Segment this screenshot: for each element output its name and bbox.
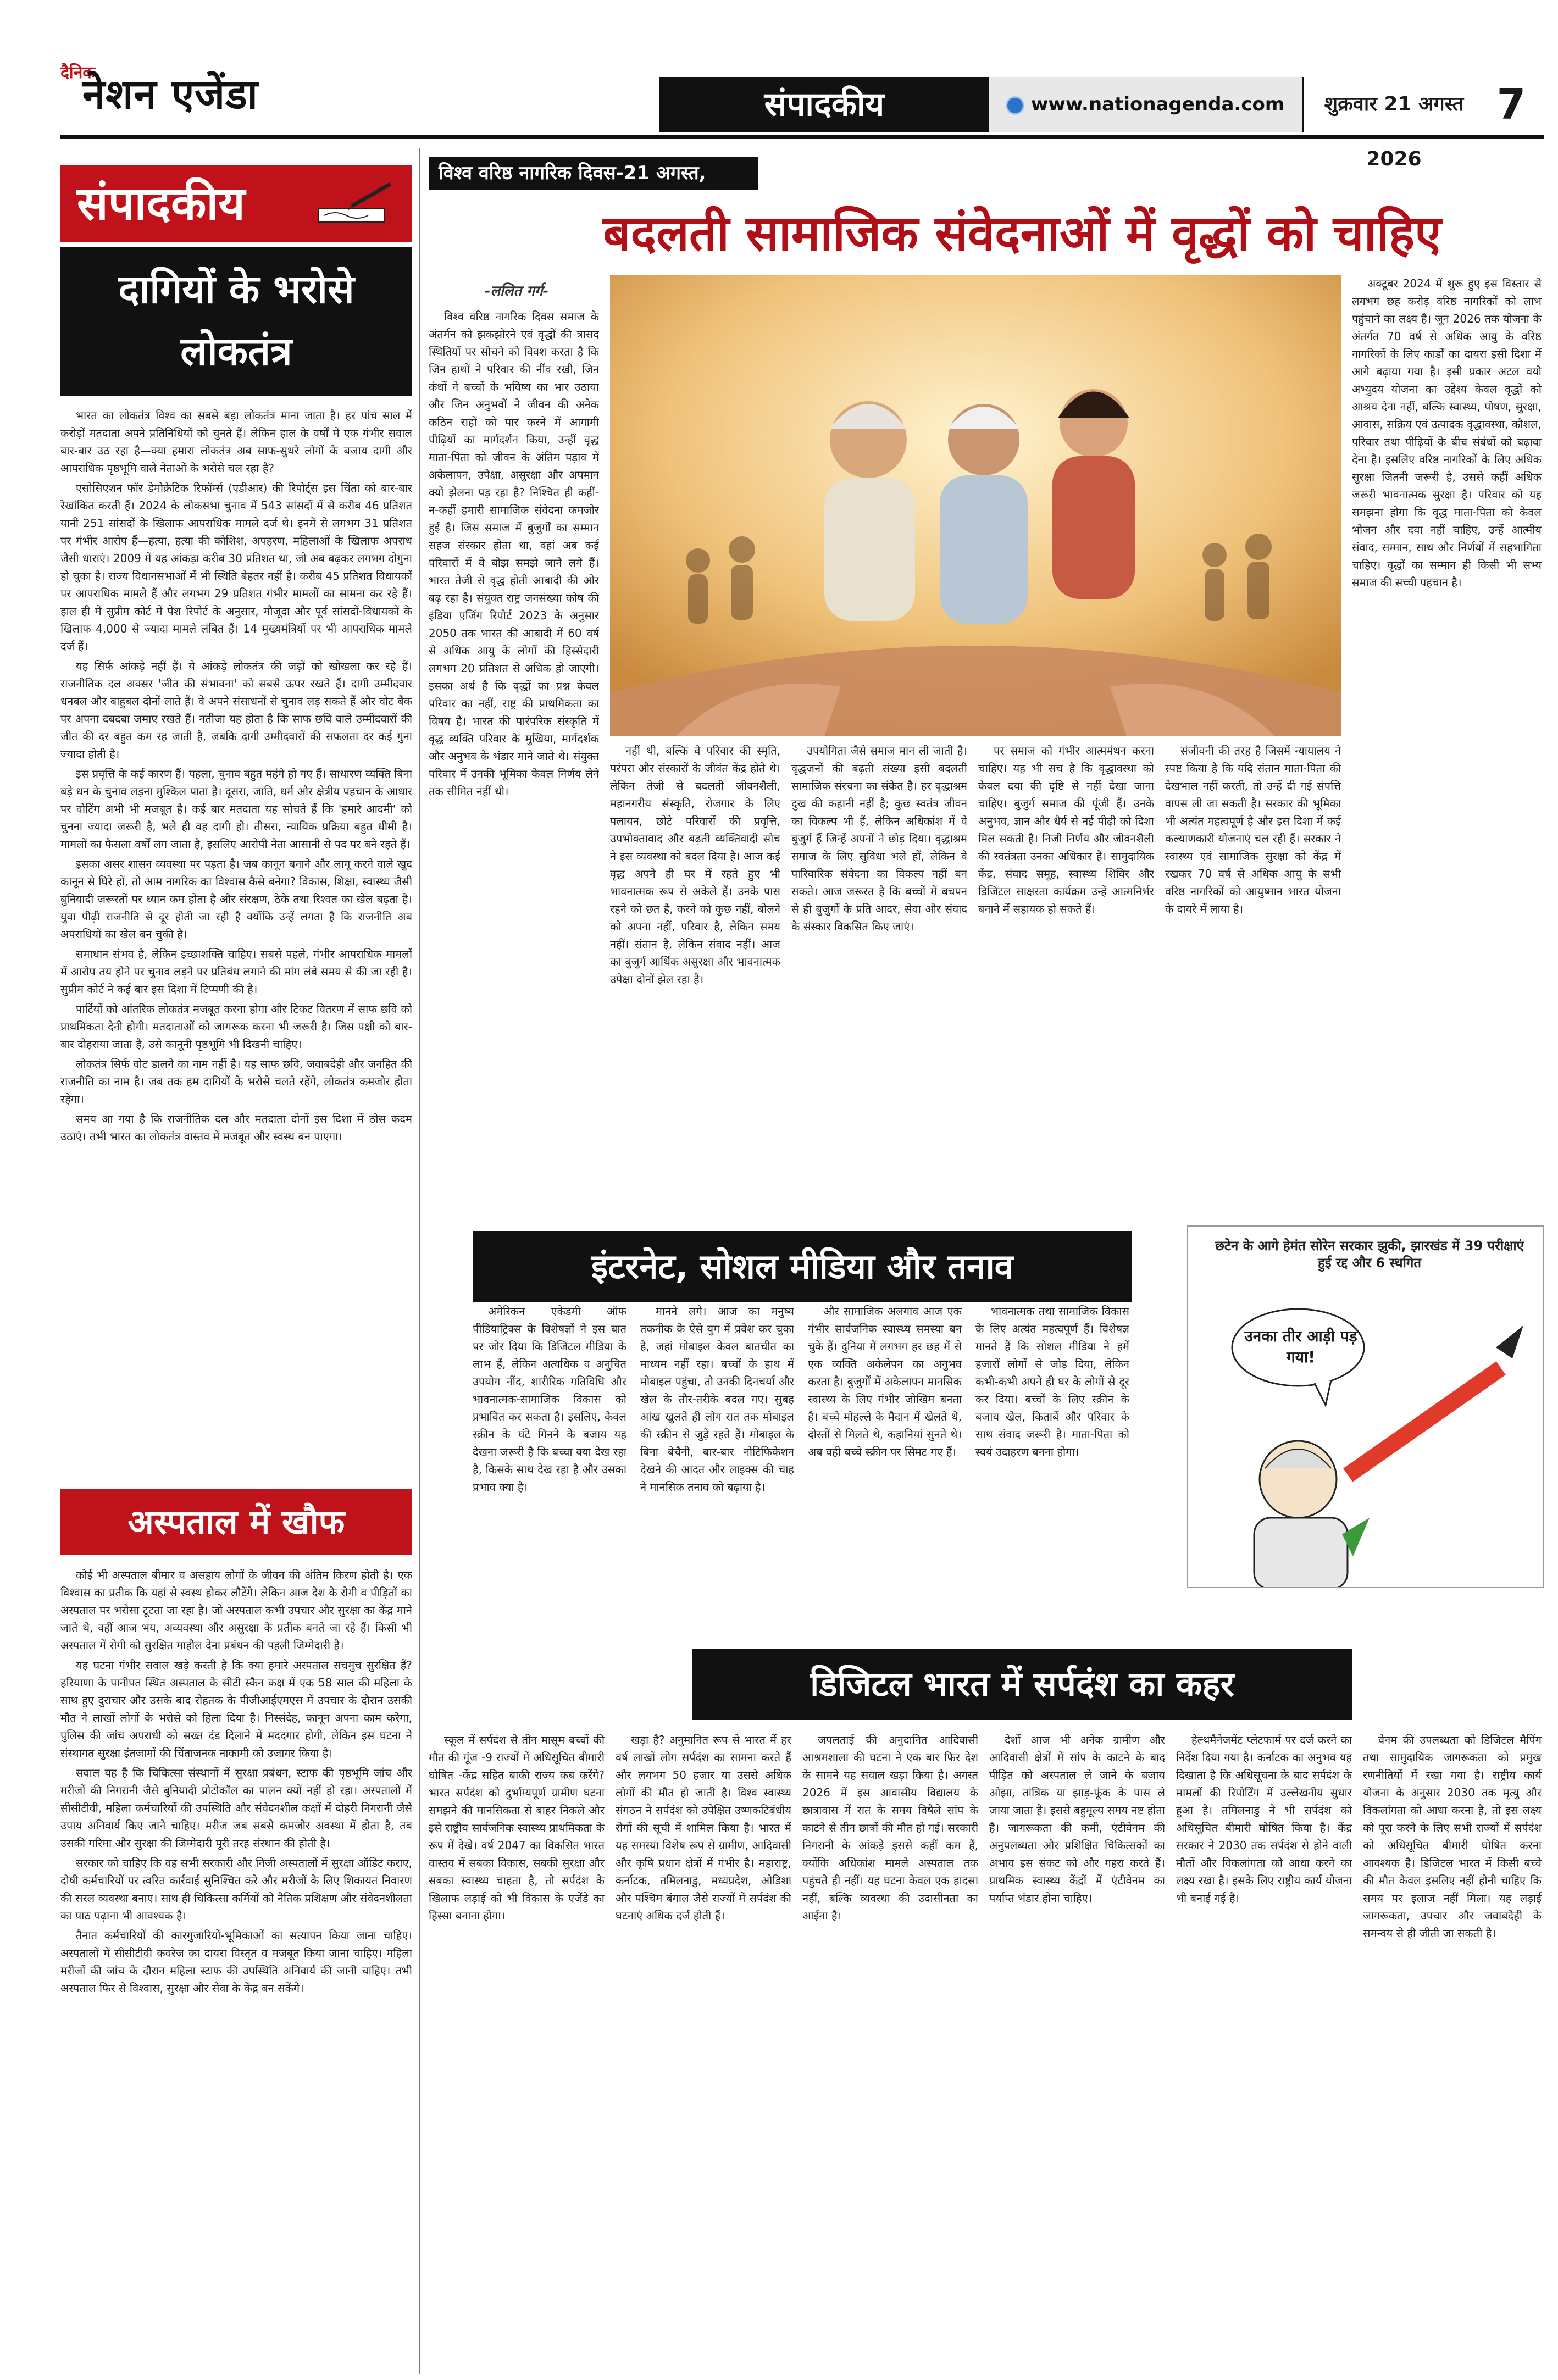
- paragraph: भारत का लोकतंत्र विश्व का सबसे बड़ा लोकतंत्र माना जाता है। हर पांच साल में करोड़ों मतदाता अपने प्रतिनिधियों को चुनते हैं। लेकिन हाल के वर्षों में एक गंभीर सवाल बार-बार उठ रहा है—क्या हमारा लोकतंत्र अब साफ-सुथरे लोगों के बजाय दागी और आपराधिक पृष्ठभूमि वाले नेताओं के भरोसे चल रहा है?: [60, 409, 412, 475]
- brand-small: दैनिक: [60, 63, 96, 82]
- website-url: www.nationagenda.com: [1031, 93, 1285, 115]
- paragraph: समय आ गया है कि राजनीतिक दल और मतदाता दोनों इस दिशा में ठोस कदम उठाएं। तभी भारत का लोकतंत्र वास्तव में मजबूत और स्वस्थ बन पाएगा।: [60, 1112, 412, 1143]
- paragraph: नहीं थी, बल्कि वे परिवार की स्मृति, परंपरा और संस्कारों के जीवंत केंद्र होते थे। लेकिन तेजी से बदलती जीवनशैली, महानगरीय संस्कृति, रोजगार के लिए पलायन, छोटे परिवारों की प्रवृत्ति, उपभोक्तावाद और बढ़ती व्यक्तिवादी सोच ने इस व्यवस्था को बदल दिया है। आज कई वृद्ध अपने ही घर में रहते हुए भी भावनात्मक रूप से अकेले हैं। उनके पास रहने को छत है, करने को कुछ नहीं, बोलने को अपना नहीं, परिवार है, लेकिन समय नहीं। संतान है, लेकिन संवाद नहीं। आज का बुजुर्ग आर्थिक असुरक्षा और भावनात्मक उपेक्षा दोनों झेल रहा है।: [610, 744, 780, 986]
- column-divider: [419, 148, 420, 2374]
- masthead: [0, 0, 1558, 170]
- digital-column-2: [616, 1731, 791, 2368]
- brand-logo: [60, 60, 368, 121]
- social-column-4: [975, 1302, 1129, 1577]
- article-column-6: [1352, 275, 1542, 1291]
- article-kicker: विश्व वरिष्ठ नागरिक दिवस-21 अगस्त, 2026: [429, 157, 758, 190]
- paragraph: एसोसिएशन फॉर डेमोक्रेटिक रिफॉर्म्स (एडीआर) की रिपोर्ट्स इस चिंता को बार-बार रेखांकित करती हैं। 2024 के लोकसभा चुनाव में 543 सांसदों में से करीब 46 प्रतिशत यानी 251 सांसदों के खिलाफ आपराधिक मामले दर्ज थे। इनमें से लगभग 31 प्रतिशत पर गंभीर आरोप हैं—हत्या, हत्या की कोशिश, अपहरण, महिलाओं के खिलाफ अपराध जैसी धाराएं। 2009 में यह आंकड़ा करीब 30 प्रतिशत था, जो अब बढ़कर लगभग दोगुना हो चुका है। राज्य विधानसभाओं में भी स्थिति बेहतर नहीं है। करीब 45 प्रतिशत विधायकों पर आपराधिक मामले हैं और लगभग 29 प्रतिशत गंभीर मामलों का सामना कर रहे हैं। हाल ही में सुप्रीम कोर्ट में पेश रिपोर्ट के अनुसार, मौजूदा और पूर्व सांसदों-विधायकों के खिलाफ 4,000 से ज्यादा मामले लंबित हैं। 14 मुख्यमंत्रियों पर भी आपराधिक मामले दर्ज हैं।: [60, 481, 412, 653]
- website-box: [989, 77, 1302, 132]
- paragraph: सरकार को चाहिए कि वह सभी सरकारी और निजी अस्पतालों में सुरक्षा ऑडिट कराए, दोषी कर्मचारियों पर त्वरित कार्रवाई सुनिश्चित करे और मरीजों के लिए शिकायत निवारण की सरल व्यवस्था बनाए। साथ ही चिकित्सा कर्मियों को नैतिक प्रशिक्षण और संवेदनशीलता का पाठ पढ़ाना भी आवश्यक है।: [60, 1856, 412, 1922]
- paragraph: यह सिर्फ आंकड़े नहीं हैं। ये आंकड़े लोकतंत्र की जड़ों को खोखला कर रहे हैं। राजनीतिक दल अक्सर 'जीत की संभावना' को सबसे ऊपर रखते हैं। दागी उम्मीदवार धनबल और बाहुबल दोनों लाते हैं। वे अपने संसाधनों से चुनाव लड़ सकते हैं और वोट बैंक पर अपना दबदबा जमाए रखते हैं। नतीजा यह होता है कि साफ छवि वाले उम्मीदवारों की जीत की दर बहुत कम रह जाती है, जबकि दागी उम्मीदवारों की सफलता दर कई गुना ज्यादा होती है।: [60, 659, 412, 761]
- article-column-3: [791, 742, 967, 1291]
- editorial1-title: [60, 247, 412, 396]
- editorial-banner-text: संपादकीय: [77, 176, 245, 230]
- paragraph: इसका असर शासन व्यवस्था पर पड़ता है। जब कानून बनाने और लागू करने वाले खुद कानून से घिरे हों, तो आम नागरिक का विश्वास कैसे बनेगा? विकास, शिक्षा, स्वास्थ्य जैसी बुनियादी जरूरतों पर ध्यान कम होता है और संरक्षण, ठेके तथा रिश्वत का खेल बढ़ता है। युवा पीढ़ी राजनीति से दूर होती जा रही है क्योंकि उन्हें लगता है कि राजनीति अब अपराधियों का खेल बन चुकी है।: [60, 857, 412, 941]
- article-column-1: [429, 308, 599, 1352]
- section-label: संपादकीय: [659, 77, 989, 132]
- paragraph: और सामाजिक अलगाव आज एक गंभीर सार्वजनिक स्वास्थ्य समस्या बन चुके हैं। दुनिया में लगभग हर छह में से एक व्यक्ति अकेलेपन का अनुभव करता है। बुजुर्गों में अकेलापन मानसिक स्वास्थ्य के लिए गंभीर जोखिम बनता है। बच्चे मोहल्ले के मैदान में खेलते थे, दोस्तों से मिलते थे, कहानियां सुनते थे। अब वही बच्चे स्क्रीन पर सिमट गए हैं।: [808, 1305, 962, 1458]
- left-column: [60, 148, 412, 2374]
- editorial1-body: [60, 407, 412, 1484]
- paragraph: स्कूल में सर्पदंश से तीन मासूम बच्चों की मौत की गूंज -9 राज्यों में अधिसूचित बीमारी घोषित -केंद्र सहित बाकी राज्य कब करेंगे? भारत सर्पदंश को दुर्भाग्यपूर्ण ग्रामीण घटना समझने की मानसिकता से बाहर निकले और इसे राष्ट्रीय सार्वजनिक स्वास्थ्य प्राथमिकता के रूप में देखे। वर्ष 2047 का विकसित भारत वास्तव में सबका विकास, सबकी सुरक्षा और सबका स्वास्थ्य चाहता है, तो सर्पदंश के खिलाफ लड़ाई को भी विकास के एजेंडे का हिस्सा बनाना होगा।: [429, 1733, 605, 1922]
- masthead-rule: [60, 135, 1544, 139]
- globe-icon: [1006, 96, 1024, 115]
- paragraph: हेल्थमैनेजमेंट प्लेटफार्म पर दर्ज करने का निर्देश दिया गया है। कर्नाटक का अनुभव यह दिखाता है कि अधिसूचना के बाद सर्पदंश के मामलों की रिपोर्टिंग में उल्लेखनीय सुधार हुआ है। तमिलनाडु ने भी सर्पदंश को अधिसूचित बीमारी घोषित किया है। केंद्र सरकार ने 2030 तक सर्पदंश से होने वाली मौतों और विकलांगता को आधा करने का लक्ष्य रखा है। इसके लिए राष्ट्रीय कार्य योजना भी बनाई गई है।: [1176, 1733, 1352, 1905]
- editorial1-title-line1: दागियों के भरोसे: [118, 266, 354, 312]
- paragraph: लोकतंत्र सिर्फ वोट डालने का नाम नहीं है। यह साफ छवि, जवाबदेही और जनहित की राजनीति का नाम है। जब तक हम दागियों के भरोसे चलते रहेंगे, लोकतंत्र कमजोर होता रहेगा।: [60, 1057, 412, 1106]
- issue-date: शुक्रवार 21 अगस्त 2026: [1302, 77, 1484, 132]
- paragraph: संजीवनी की तरह है जिसमें न्यायालय ने स्पष्ट किया है कि यदि संतान माता-पिता की देखभाल नहीं करती, तो उन्हें दी गई संपत्ति वापस ली जा सकती है। सरकार की भूमिका भी अत्यंत महत्वपूर्ण है और इस दिशा में कई कल्याणकारी योजनाएं चल रही हैं। सरकार ने स्वास्थ्य एवं सामाजिक सुरक्षा को केंद्र में रखकर 70 वर्ष से अधिक आयु के सभी वरिष्ठ नागरिकों को आयुष्मान भारत योजना के दायरे में लाया है।: [1165, 744, 1341, 916]
- brand-name: नेशन एजेंडा: [82, 71, 258, 118]
- paragraph: वेनम की उपलब्धता को डिजिटल मैपिंग तथा सामुदायिक जागरूकता को प्रमुख रणनीतियों में रखा गया है। राष्ट्रीय कार्य योजना के अनुसार 2030 तक मृत्यु और विकलांगता को आधा करना है, तो इस लक्ष्य को पूरा करने के लिए सभी राज्यों में सर्पदंश को अधिसूचित बीमारी घोषित करना आवश्यक है। डिजिटल भारत में किसी बच्चे की मौत केवल इसलिए नहीं होनी चाहिए कि समय पर इलाज नहीं मिला। यह लड़ाई जागरूकता, उपचार और जवाबदेही के समन्वय से ही जीती जा सकती है।: [1363, 1733, 1542, 1940]
- social-article: [473, 1302, 1132, 1577]
- paragraph: पर समाज को गंभीर आत्ममंथन करना चाहिए। यह भी सच है कि वृद्धावस्था को केवल दया की दृष्टि से नहीं देखा जाना चाहिए। बुजुर्ग समाज की पूंजी हैं। उनके अनुभव, ज्ञान और धैर्य से नई पीढ़ी को दिशा मिल सकती है। निजी निर्णय और जीवनशैली की स्वतंत्रता उनका अधिकार है। सामुदायिक केंद्र, संवाद समूह, स्वास्थ्य शिविर और डिजिटल साक्षरता कार्यक्रम उन्हें आत्मनिर्भर बनाने में सहायक हो सकते हैं।: [978, 744, 1154, 916]
- social-column-3: [808, 1302, 962, 1577]
- paragraph: कोई भी अस्पताल बीमार व असहाय लोगों के जीवन की अंतिम किरण होती है। एक विश्वास का प्रतीक कि यहां से स्वस्थ होकर लौटेंगे। लेकिन आज देश के रोगी व पीड़ितों का अस्पताल पर भरोसा टूटता जा रहा है। जो अस्पताल कभी उपचार और सुरक्षा का केंद्र माने जाते थे, वहीं आज भय, अव्यवस्था और असुरक्षा के प्रतीक बनते जा रहे हैं। किसी भी अस्पताल में रोगी को सुरक्षित माहौल देना प्रबंधन की पहली जिम्मेदारी है।: [60, 1568, 412, 1652]
- paragraph: उपयोगिता जैसे समाज मान ली जाती है। वृद्धजनों की बढ़ती संख्या इसी बदलती सामाजिक संरचना का संकेत है। हर वृद्धाश्रम दुख की कहानी नहीं है; कुछ स्वतंत्र जीवन का विकल्प भी हैं, लेकिन अधिकांश में वे बुजुर्ग हैं जिन्हें अपनों ने छोड़ दिया। वृद्धाश्रम समाज के लिए सुविधा भले हों, लेकिन वे पारिवारिक संवेदना का विकल्प नहीं बन सकते। आज जरूरत है कि बच्चों में बचपन से ही बुजुर्गों के प्रति आदर, सेवा और संवाद के संस्कार विकसित किए जाएं।: [791, 744, 967, 933]
- digital-column-5: [1176, 1731, 1352, 2368]
- paragraph: सवाल यह है कि चिकित्सा संस्थानों में सुरक्षा प्रबंधन, स्टाफ की पृष्ठभूमि जांच और मरीजों की निगरानी जैसे बुनियादी प्रोटोकॉल का पालन क्यों नहीं हो रहा। अस्पतालों में सीसीटीवी, महिला कर्मचारियों की उपस्थिति और संवेदनशील कक्षों में दोहरी निगरानी जैसे उपाय अनिवार्य किए जाने चाहिए। मरीज जब सबसे कमजोर अवस्था में होता है, तब उसकी गरिमा और सुरक्षा की जिम्मेदारी पूरी तरह संस्थान की होती है।: [60, 1766, 412, 1850]
- editorial1-title-line2: लोकतंत्र: [180, 328, 292, 374]
- paragraph: यह घटना गंभीर सवाल खड़े करती है कि क्या हमारे अस्पताल सचमुच सुरक्षित हैं? हरियाणा के पानीपत स्थित अस्पताल के सीटी स्कैन कक्ष में एक 58 साल की महिला के साथ हुए दुराचार और उसके बाद रोहतक के पीजीआईएमएस में उपचार के दौरान उसकी मौत ने लाखों लोगों के भरोसे को हिला दिया है। निस्संदेह, कानून अपना काम करेगा, पुलिस की जांच अपराधी को सख्त दंड दिलाने में मददगार होगी, लेकिन इस घटना ने संस्थागत सुरक्षा इंतजामों की चिंताजनक नाकामी को उजागर किया है।: [60, 1658, 412, 1760]
- paragraph: इस प्रवृत्ति के कई कारण हैं। पहला, चुनाव बहुत महंगे हो गए हैं। साधारण व्यक्ति बिना बड़े धन के चुनाव लड़ना मुश्किल पाता है। दूसरा, जाति, धर्म और क्षेत्रीय पहचान के आधार पर वोटिंग अभी भी मजबूत है। कई बार मतदाता यह सोचते हैं कि 'हमारे आदमी' को चुनना ज्यादा जरूरी है, भले ही वह दागी हो। तीसरा, न्यायिक प्रक्रिया बहुत धीमी है। मामलों का फैसला वर्षों लग जाता है, इसलिए आरोपी नेता आसानी से पद पर बने रहते हैं।: [60, 767, 412, 851]
- paragraph: विश्व वरिष्ठ नागरिक दिवस समाज के अंतर्मन को झकझोरने एवं वृद्धों की त्रासद स्थितियों पर सोचने को विवश करता है कि जिन हाथों ने परिवार की नींव रखी, जिन कंधों ने बच्चों के भविष्य का भार उठाया और जिन अनुभवों ने जीवन की अनेक कठिन राहों को पार करने में आगामी पीढ़ियों का मार्गदर्शन किया, उन्हीं वृद्ध माता-पिता को जीवन के अंतिम पड़ाव में अकेलापन, उपेक्षा, असुरक्षा और अपमान क्यों झेलना पड़ रहा है? निश्चित ही कहीं-न-कहीं हमारी सामाजिक संवेदना कमजोर हुई है। जिस समाज में बुजुर्गों का सम्मान सहज संस्कार होता था, वहां अब कई परिवारों में वे बोझ समझे जाने लगे हैं। भारत तेजी से वृद्ध होती आबादी की ओर बढ़ रहा है। संयुक्त राष्ट्र जनसंख्या कोष की इंडिया एजिंग रिपोर्ट 2023 के अनुसार 2050 तक भारत की आबादी में 60 वर्ष से अधिक आयु के लोगों की हिस्सेदारी लगभग 20 प्रतिशत से अधिक हो जाएगी। इसका अर्थ है कि वृद्धों का प्रश्न केवल परिवार का नहीं, राष्ट्र की प्राथमिकता का विषय है। भारत की पारंपरिक संस्कृति में वृद्ध व्यक्ति परिवार के मुखिया, मार्गदर्शक और अनुभव के भंडार माने जाते थे। संयुक्त परिवार में उनकी भूमिका केवल निर्णय लेने तक सीमित नहीं थी।: [429, 310, 599, 798]
- paragraph: देशों आज भी अनेक ग्रामीण और आदिवासी क्षेत्रों में सांप के काटने के बाद पीड़ित को अस्पताल ले जाने के बजाय ओझा, तांत्रिक या झाड़-फूंक के पास ले जाया जाता है। इससे बहुमूल्य समय नष्ट होता है। जागरूकता की कमी, एंटीवेनम की अनुपलब्धता और प्रशिक्षित चिकित्सकों का अभाव इस संकट को और गहरा करते हैं। प्राथमिक स्वास्थ्य केंद्रों में एंटीवेनम का पर्याप्त भंडार होना चाहिए।: [989, 1733, 1165, 1905]
- paragraph: भावनात्मक तथा सामाजिक विकास के लिए अत्यंत महत्वपूर्ण हैं। विशेषज्ञ मानते हैं कि सोशल मीडिया ने हमें हजारों लोगों से जोड़ दिया, लेकिन कभी-कभी अपने ही घर के लोगों से दूर कर दिया। बच्चों के लिए स्क्रीन के बजाय खेल, किताबें और परिवार के साथ संवाद जरूरी है। माता-पिता को स्वयं उदाहरण बनना होगा।: [975, 1305, 1129, 1458]
- article-column-5: [1165, 742, 1341, 1291]
- paragraph: पार्टियों को आंतरिक लोकतंत्र मजबूत करना होगा और टिकट वितरण में साफ छवि को प्राथमिकता देनी होगी। मतदाताओं को जागरूक करना भी जरूरी है। जिस पक्षी को बार-बार दोहराया जाता है, उसे कानूनी पृष्ठभूमि भी दिखनी चाहिए।: [60, 1002, 412, 1051]
- paragraph: खड़ा है? अनुमानित रूप से भारत में हर वर्ष लाखों लोग सर्पदंश का सामना करते हैं और लगभग 50 हजार या उससे अधिक लोगों की मौत हो जाती है। विश्व स्वास्थ्य संगठन ने सर्पदंश को उपेक्षित उष्णकटिबंधीय रोगों की सूची में शामिल किया है। भारत में यह समस्या विशेष रूप से ग्रामीण, आदिवासी और कृषि प्रधान क्षेत्रों में गंभीर है। महाराष्ट्र, कर्नाटक, तमिलनाडु, मध्यप्रदेश, ओडिशा और पश्चिम बंगाल जैसे राज्यों में सर्पदंश की घटनाएं अधिक दर्ज होती हैं।: [616, 1733, 791, 1922]
- cartoon-drawing: [1188, 1271, 1544, 1588]
- social-article-title: इंटरनेट, सोशल मीडिया और तनाव: [473, 1231, 1132, 1302]
- article-title: बदलती सामाजिक संवेदनाओं में वृद्धों को चाहिए: [603, 205, 1441, 262]
- paragraph: अक्टूबर 2024 में शुरू हुए इस विस्तार से लगभग छह करोड़ वरिष्ठ नागरिकों को लाभ पहुंचाने का लक्ष्य है। जून 2026 तक योजना के अंतर्गत 70 वर्ष से अधिक आयु के वरिष्ठ नागरिकों के लिए कार्डों का दायरा इसी दिशा में आगे बढ़ाया गया है। इसी प्रकार अटल वयो अभ्युदय योजना का उद्देश्य केवल वृद्धों को आश्रय देना नहीं, बल्कि स्वास्थ्य, पोषण, सुरक्षा, आवास, सक्रिय एवं उत्पादक वृद्धावस्था, कौशल, परिवार तथा पीढ़ियों के बीच संबंधों को बढ़ावा देना है। इसलिए वरिष्ठ नागरिकों के लिए अधिक सुरक्षा जितनी जरूरी है, उससे कहीं अधिक जरूरी भावनात्मक सुरक्षा है। परिवार को यह समझना होगा कि वृद्ध माता-पिता को केवल भोजन और दवा नहीं चाहिए, उन्हें आत्मीय संवाद, सम्मान, साथ और निर्णयों में सहभागिता चाहिए। वृद्धों का सम्मान ही किसी भी सभ्य समाज की सच्ची पहचान है।: [1352, 277, 1542, 589]
- digital-article: [429, 1649, 1544, 2374]
- digital-column-4: [989, 1731, 1165, 2368]
- editorial2-body: [60, 1566, 412, 2380]
- cartoon-caption: छटेन के आगे हेमंत सोरेन सरकार झुकी, झारखंड में 39 परीक्षाएं हुई रद्द और 6 स्थगित: [1215, 1238, 1524, 1271]
- page-number: 7: [1496, 80, 1526, 129]
- social-column-2: [640, 1302, 794, 1577]
- article-column-4: [978, 742, 1154, 1291]
- digital-column-6: [1363, 1731, 1542, 2368]
- paragraph: अमेरिकन एकेडमी ऑफ पीडियाट्रिक्स के विशेषज्ञों ने इस बात पर जोर दिया कि डिजिटल मीडिया के लाभ हैं, लेकिन अत्यधिक व अनुचित उपयोग नींद, शारीरिक गतिविधि और भावनात्मक-सामाजिक विकास को प्रभावित कर सकता है। इसलिए, केवल स्क्रीन के घंटे गिनने के बजाय यह देखना जरूरी है कि बच्चा क्या देख रहा है, किसके साथ देख रहा है और उसका प्रभाव क्या है।: [473, 1305, 626, 1494]
- editorial2-title: अस्पताल में खौफ: [60, 1489, 412, 1555]
- cartoon-speech-bubble: उनका तीर आड़ी पड़ गया!: [1244, 1327, 1357, 1366]
- social-column-1: [473, 1302, 626, 1577]
- cartoon-panel: [1187, 1225, 1544, 1588]
- digital-article-title: डिजिटल भारत में सर्पदंश का कहर: [692, 1649, 1352, 1720]
- digital-column-3: [802, 1731, 978, 2368]
- editorial-banner: [60, 165, 412, 242]
- elderly-family-illustration: [610, 275, 1341, 736]
- digital-column-1: [429, 1731, 605, 2368]
- pen-writing-icon: [313, 181, 396, 225]
- article-byline: -ललित गर्ग-: [484, 283, 549, 299]
- paragraph: जपलताई की अनुदानित आदिवासी आश्रमशाला की घटना ने एक बार फिर देश के सामने यह सवाल खड़ा किया है। अगस्त 2026 में इस आवासीय विद्यालय के छात्रावास में रात के समय विषैले सांप के काटने से तीन छात्रों की मौत हो गई। सरकारी निगरानी के आंकड़े इससे कहीं कम हैं, क्योंकि अधिकांश मामले अस्पताल तक पहुंचते ही नहीं। यह घटना केवल एक हादसा नहीं, बल्कि व्यवस्था की उदासीनता का आईना है।: [802, 1733, 978, 1922]
- article-column-2: [610, 742, 780, 1291]
- paragraph: मानने लगे। आज का मनुष्य तकनीक के ऐसे युग में प्रवेश कर चुका है, जहां मोबाइल केवल बातचीत का माध्यम नहीं रहा। बच्चों के हाथ में मोबाइल पहुंचा, तो उनकी दिनचर्या और खेल के तौर-तरीके बदल गए। सुबह आंख खुलते ही लोग रात तक मोबाइल की स्क्रीन से जुड़े रहते हैं। मोबाइल के बिना बेचैनी, बार-बार नोटिफिकेशन देखने की आदत और लाइक्स की चाह ने मानसिक तनाव को बढ़ाया है।: [640, 1305, 794, 1494]
- paragraph: तैनात कर्मचारियों की कारगुजारियों-भूमिकाओं का सत्यापन किया जाना चाहिए। अस्पतालों में सीसीटीवी कवरेज का दायरा विस्तृत व मजबूत किया जाना चाहिए। महिला मरीजों की जांच के दौरान महिला स्टाफ की उपस्थिति अनिवार्य की जानी चाहिए। तभी अस्पताल फिर से विश्वास, सुरक्षा और सेवा के केंद्र बन सकेंगे।: [60, 1929, 412, 1995]
- paragraph: समाधान संभव है, लेकिन इच्छाशक्ति चाहिए। सबसे पहले, गंभीर आपराधिक मामलों में आरोप तय होने पर चुनाव लड़ने पर प्रतिबंध लगाने की मांग लंबे समय से की जा रही है। सुप्रीम कोर्ट ने कई बार इस दिशा में टिप्पणी की है।: [60, 947, 412, 996]
